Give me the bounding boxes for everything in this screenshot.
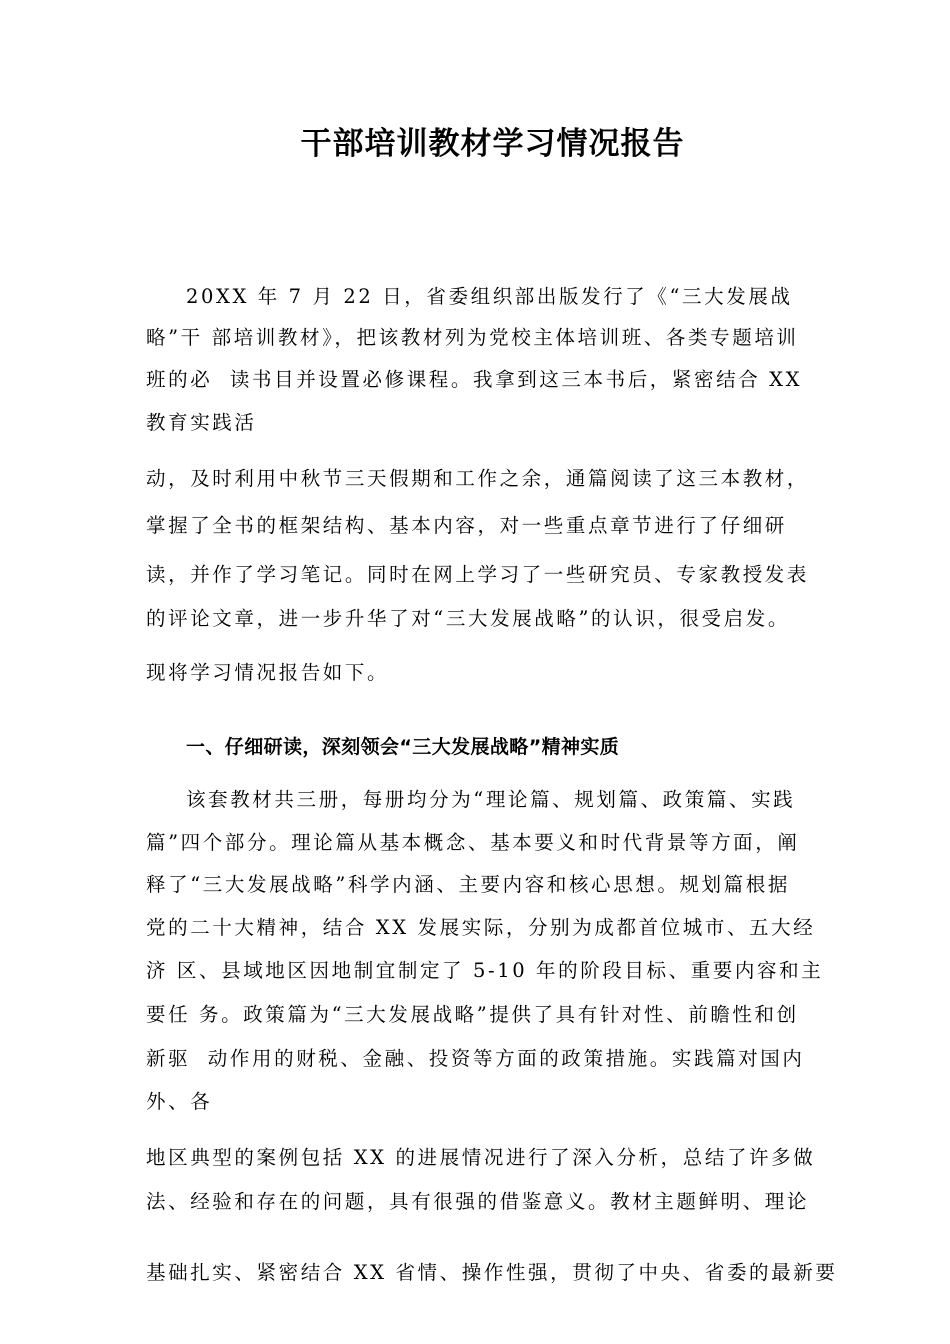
document-title: 干部培训教材学习情况报告 [300, 126, 685, 162]
paragraph-line: 济 区、县域地区因地制宜制定了 5-10 年的阶段目标、重要内容和主 [146, 959, 824, 982]
paragraph-line: 读，并作了学习笔记。同时在网上学习了一些研究员、专家教授发表 [146, 563, 810, 586]
paragraph-line: 新驱 动作用的财税、金融、投资等方面的政策措施。实践篇对国内 [146, 1047, 805, 1070]
paragraph-line: 教育实践活 [146, 411, 257, 434]
paragraph-line: 掌握了全书的框架结构、基本内容，对一些重点章节进行了仔细研 [146, 514, 787, 537]
paragraph-line: 法、经验和存在的问题，具有很强的借鉴意义。教材主题鲜明、理论 [146, 1190, 810, 1213]
paragraph-line: 班的必 读书目并设置必修课程。我拿到这三本书后，紧密结合 XX [146, 368, 803, 391]
paragraph-line: 该套教材共三册，每册均分为“理论篇、规划篇、政策篇、实践 [186, 788, 796, 811]
section-heading: 一、仔细研读，深刻领会“三大发展战略”精神实质 [186, 736, 620, 758]
paragraph-line: 党的二十大精神，结合 XX 发展实际，分别为成都首位城市、五大经 [146, 916, 816, 939]
paragraph-line: 动，及时利用中秋节三天假期和工作之余，通篇阅读了这三本教材， [146, 467, 810, 490]
paragraph-line: 释了“三大发展战略”科学内涵、主要内容和核心思想。规划篇根据 [146, 873, 790, 896]
paragraph-line: 20XX 年 7 月 22 日，省委组织部出版发行了《“三大发展战 [186, 285, 793, 308]
paragraph-line: 地区典型的案例包括 XX 的进展情况进行了深入分析，总结了许多做 [146, 1146, 816, 1169]
paragraph-line: 现将学习情况报告如下。 [146, 661, 390, 684]
paragraph-line: 外、各 [146, 1090, 213, 1113]
paragraph-line: 略”干 部培训教材》，把该教材列为党校主体培训班、各类专题培训 [146, 326, 799, 349]
paragraph-line: 基础扎实、紧密结合 XX 省情、操作性强，贯彻了中央、省委的最新要 [146, 1261, 838, 1284]
paragraph-line: 的评论文章，进一步升华了对“三大发展战略”的认识，很受启发。 [146, 607, 790, 630]
paragraph-line: 篇”四个部分。理论篇从基本概念、基本要义和时代背景等方面，阐 [146, 831, 800, 854]
paragraph-line: 要任 务。政策篇为“三大发展战略”提供了具有针对性、前瞻性和创 [146, 1003, 799, 1026]
